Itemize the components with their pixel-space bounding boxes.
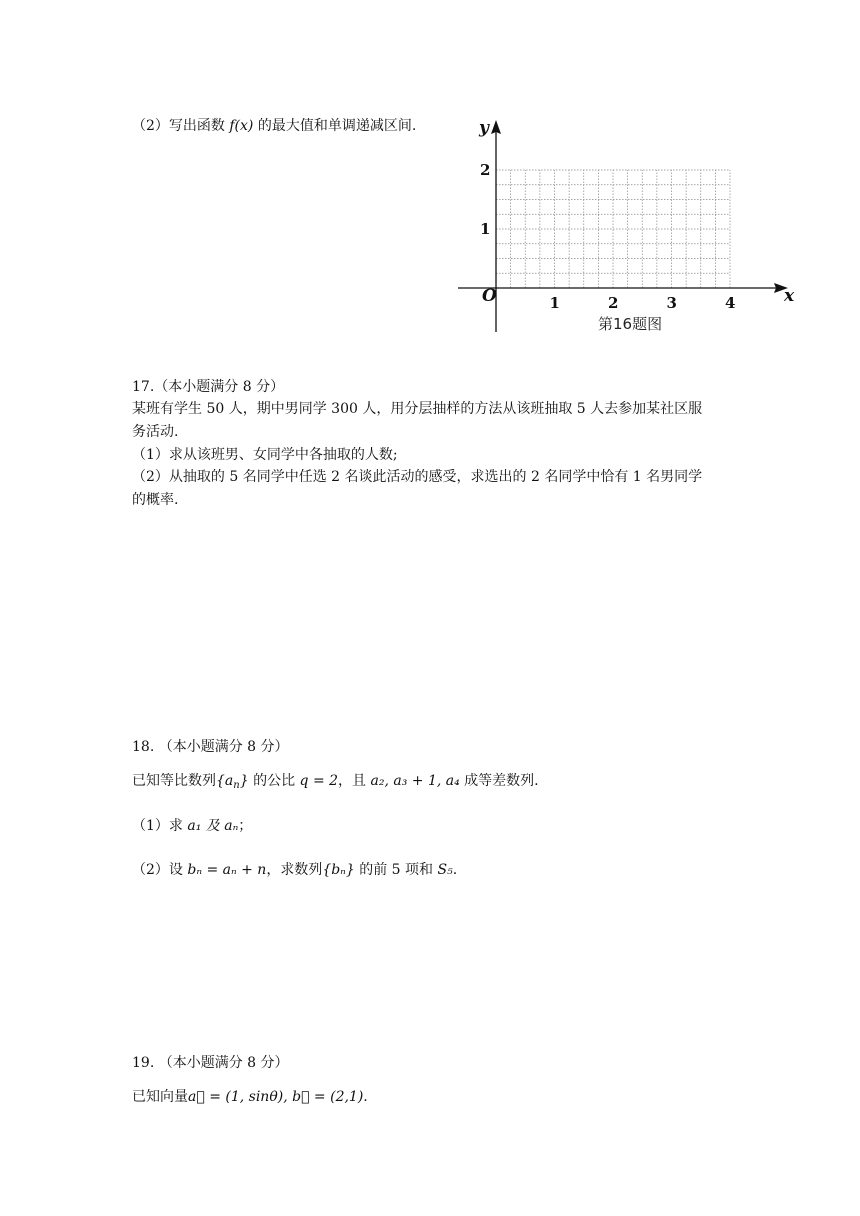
origin-label: O bbox=[482, 286, 497, 306]
q18-header: 18. （本小题满分 8 分） bbox=[132, 739, 289, 755]
q17-header: 17.（本小题满分 8 分） bbox=[132, 379, 285, 395]
figure-16-grid bbox=[452, 110, 795, 336]
q16-part2: （2）写出函数 f(x) 的最大值和单调递减区间. bbox=[132, 118, 417, 134]
x-axis-label: x bbox=[784, 286, 795, 306]
figure-caption: 第16题图 bbox=[598, 315, 663, 333]
x-tick-label: 3 bbox=[666, 294, 677, 312]
q17-stem-line2: 务活动. bbox=[132, 424, 179, 440]
grid-lines bbox=[496, 170, 730, 288]
x-tick-label: 2 bbox=[608, 294, 619, 312]
y-tick-label: 2 bbox=[480, 161, 491, 179]
y-axis-label: y bbox=[479, 118, 489, 138]
x-tick-label: 1 bbox=[549, 294, 560, 312]
x-tick-label: 4 bbox=[725, 294, 736, 312]
q18-part1: （1）求 a₁ 及 aₙ； bbox=[132, 818, 253, 834]
q17-part1: （1）求从该班男、女同学中各抽取的人数; bbox=[132, 447, 398, 463]
q19-stem: 已知向量a⃗ = (1, sinθ), b⃗ = (2,1). bbox=[132, 1089, 368, 1105]
y-tick-label: 1 bbox=[480, 220, 491, 238]
q17-part2-line1: （2）从抽取的 5 名同学中任选 2 名谈此活动的感受，求选出的 2 名同学中恰有 1 名男同学 bbox=[132, 469, 703, 485]
q19-header: 19. （本小题满分 8 分） bbox=[132, 1055, 289, 1071]
q18-stem: 已知等比数列$\{a_n\}$ 的公比 q = 2，且 a₂, a₃ + 1, a₄ 成等差数列. bbox=[132, 773, 539, 791]
q18-part2: （2）设 bₙ = aₙ + n，求数列{bₙ} 的前 5 项和 S₅. bbox=[132, 862, 458, 878]
q17-part2-line2: 的概率. bbox=[132, 492, 179, 508]
y-axis-arrow bbox=[491, 120, 501, 134]
function-f: f(x) bbox=[229, 118, 254, 134]
q17-stem-line1: 某班有学生 50 人，期中男同学 300 人，用分层抽样的方法从该班抽取 5 人去参加某社区服 bbox=[132, 401, 703, 417]
